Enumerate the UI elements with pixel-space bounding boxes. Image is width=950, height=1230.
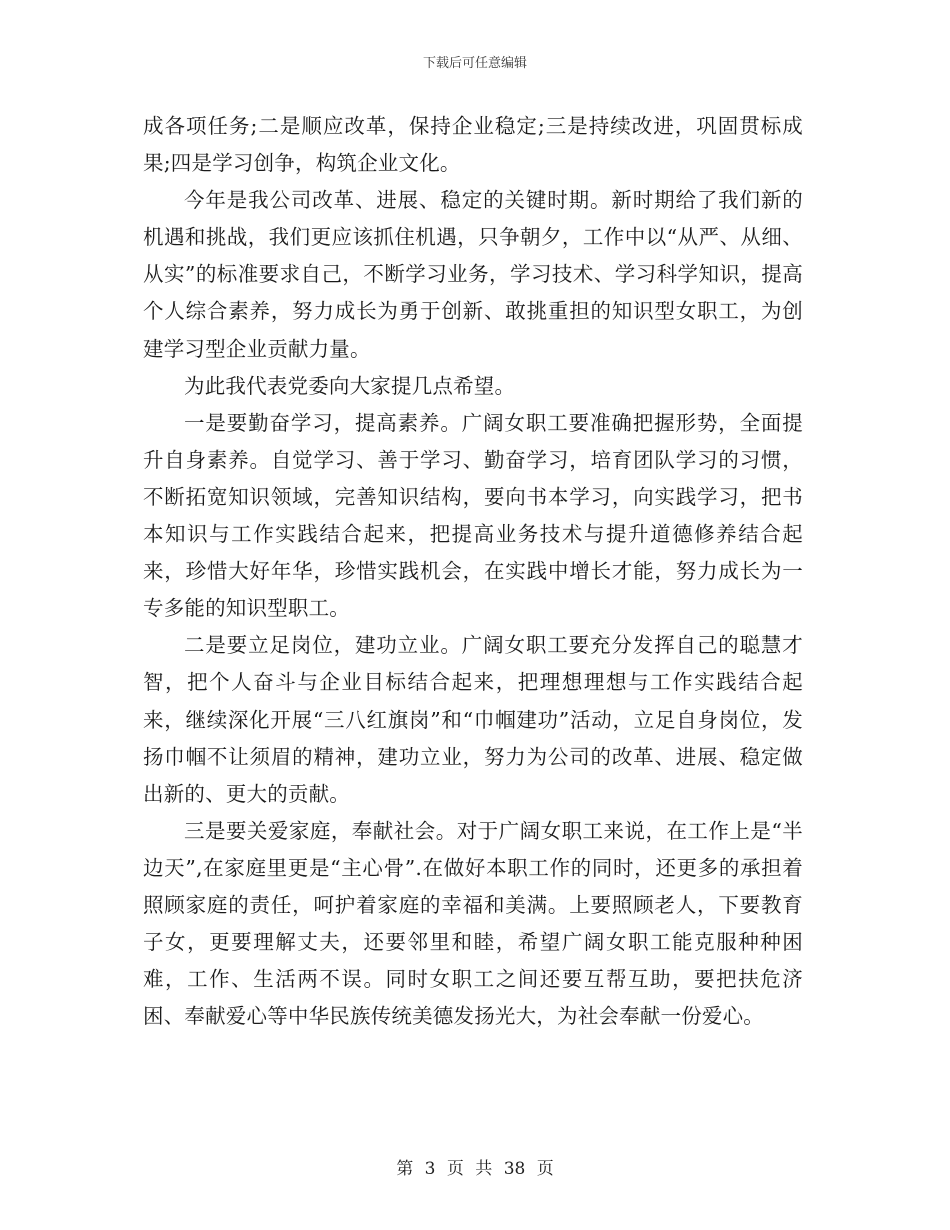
paragraph-3: 为此我代表党委向大家提几点希望。 (184, 373, 516, 398)
paragraph-1: 成各项任务;二是顺应改革，保持企业稳定;三是持续改进，巩固贯标成果;四是学习创争，构筑企业文化。 (143, 114, 803, 176)
paragraph-2: 今年是我公司改革、进展、稳定的关键时期。新时期给了我们新的机遇和挑战，我们更应该抓住机遇，只争朝夕，工作中以“从严、从细、从实”的标准要求自己，不断学习业务，学习技术、学习科学知识，提高个人综合素养，努力成长为勇于创新、敢挑重担的知识型女职工，为创建学习型企业贡献力量。 (143, 188, 803, 361)
paragraph-6: 三是要关爱家庭，奉献社会。对于广阔女职工来说，在工作上是“半边天”,在家庭里更是“主心骨”.在做好本职工作的同时，还更多的承担着照顾家庭的责任，呵护着家庭的幸福和美满。上要照顾老人，下要教育子女，更要理解丈夫，还要邻里和睦，希望广阔女职工能克服种种困难，工作、生活两不误。同时女职工之间还要互帮互助，要把扶危济困、奉献爱心等中华民族传统美德发扬光大，为社会奉献一份爱心。 (143, 818, 803, 1029)
page-number: 第 3 页 共 38 页 (396, 1159, 554, 1179)
paragraph-5: 二是要立足岗位，建功立业。广阔女职工要充分发挥自己的聪慧才智，把个人奋斗与企业目标结合起来，把理想理想与工作实践结合起来，继续深化开展“三八红旗岗”和“巾帼建功”活动，立足自身岗位，发扬巾帼不让须眉的精神，建功立业，努力为公司的改革、进展、稳定做出新的、更大的贡献。 (143, 633, 803, 806)
page-header: 下载后可任意编辑 (422, 56, 527, 71)
paragraph-4: 一是要勤奋学习，提高素养。广阔女职工要准确把握形势，全面提升自身素养。自觉学习、善于学习、勤奋学习，培育团队学习的习惯，不断拓宽知识领域，完善知识结构，要向书本学习，向实践学习，把书本知识与工作实践结合起来，把提高业务技术与提升道德修养结合起来，珍惜大好年华，珍惜实践机会，在实践中增长才能，努力成长为一专多能的知识型职工。 (143, 410, 803, 621)
document-body (143, 108, 803, 1035)
